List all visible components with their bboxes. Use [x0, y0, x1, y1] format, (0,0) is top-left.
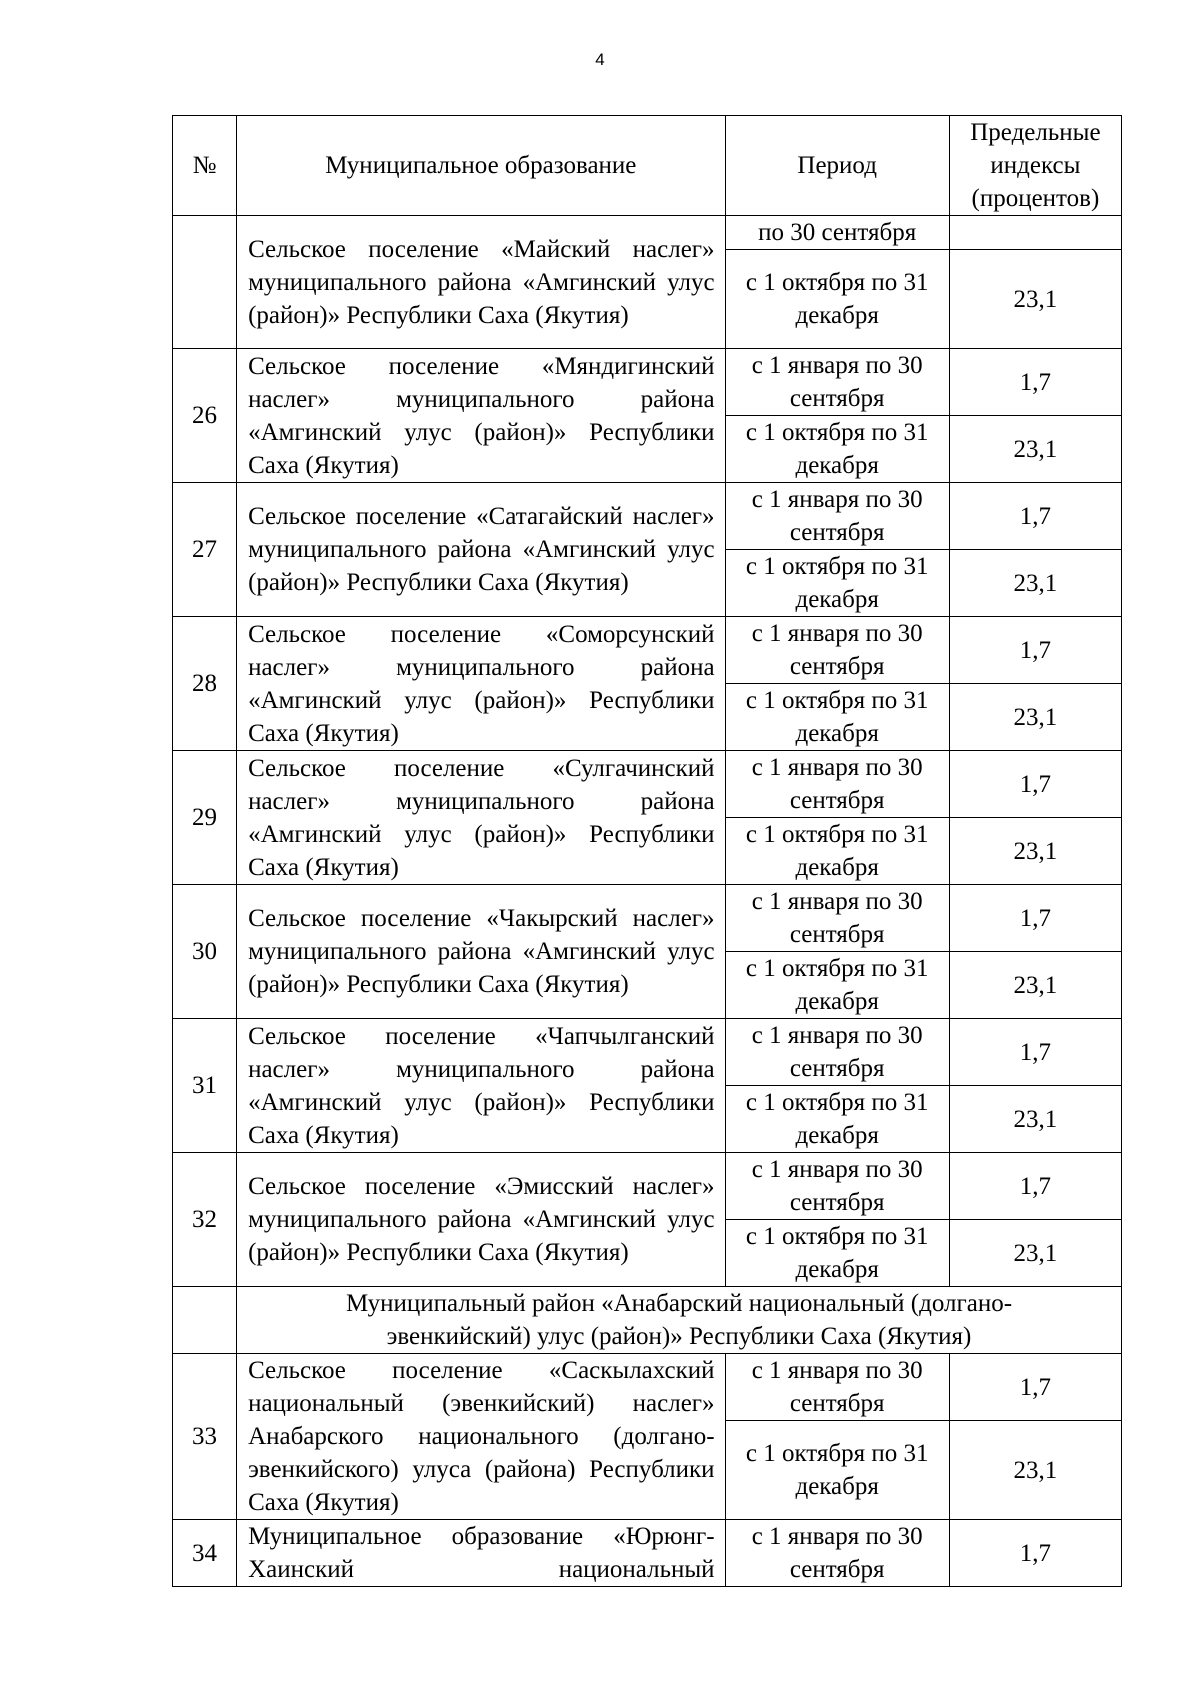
- section-num-empty: [173, 1287, 237, 1354]
- table-row: [173, 1153, 1122, 1220]
- row-index-2: 23,1: [949, 684, 1121, 751]
- page-number: 4: [595, 50, 605, 69]
- row-num: 31: [173, 1019, 237, 1153]
- row-index-2: 23,1: [949, 1086, 1121, 1153]
- row-num: 34: [173, 1520, 237, 1587]
- table-row: [173, 751, 1122, 818]
- row-index-1: 1,7: [949, 751, 1121, 818]
- row-municipality: Сельское поселение «Майский наслег» муниципального района «Амгинский улус (район)» Республики Саха (Якутия): [237, 216, 726, 349]
- table-row: [173, 885, 1122, 952]
- table-row: [173, 1019, 1122, 1086]
- section-heading-row: [173, 1287, 1122, 1354]
- row-period-2: с 1 октября по 31 декабря: [725, 250, 949, 349]
- row-index-1: 1,7: [949, 1153, 1121, 1220]
- row-index-2: 23,1: [949, 250, 1121, 349]
- header-municipality: Муниципальное образование: [237, 116, 726, 216]
- row-num: 27: [173, 483, 237, 617]
- row-index-2: 23,1: [949, 1220, 1121, 1287]
- row-num: 28: [173, 617, 237, 751]
- row-index-2: 23,1: [949, 1421, 1121, 1520]
- row-period-1: с 1 января по 30 сентября: [725, 751, 949, 818]
- row-period-2: с 1 октября по 31 декабря: [725, 684, 949, 751]
- row-index-1: 1,7: [949, 617, 1121, 684]
- row-num: 29: [173, 751, 237, 885]
- row-index-2: 23,1: [949, 550, 1121, 617]
- row-index-1: 1,7: [949, 1354, 1121, 1421]
- row-num-empty: [173, 216, 237, 349]
- row-municipality: Муниципальное образование «Юрюнг-Хаинский национальный: [237, 1520, 726, 1587]
- row-municipality: Сельское поселение «Мяндигинский наслег» муниципального района «Амгинский улус (район)» Республики Саха (Якутия): [237, 349, 726, 483]
- row-index-1: 1,7: [949, 349, 1121, 416]
- row-index-1: 1,7: [949, 885, 1121, 952]
- row-index-1: [949, 216, 1121, 250]
- row-period-1: с 1 января по 30 сентября: [725, 1153, 949, 1220]
- row-municipality: Сельское поселение «Сатагайский наслег» муниципального района «Амгинский улус (район)» Республики Саха (Якутия): [237, 483, 726, 617]
- row-period-1: с 1 января по 30 сентября: [725, 617, 949, 684]
- row-period-1: с 1 января по 30 сентября: [725, 1019, 949, 1086]
- row-municipality: Сельское поселение «Сулгачинский наслег» муниципального района «Амгинский улус (район)» Республики Саха (Якутия): [237, 751, 726, 885]
- row-period-1: с 1 января по 30 сентября: [725, 1520, 949, 1587]
- table-row: [173, 617, 1122, 684]
- row-period-1: по 30 сентября: [725, 216, 949, 250]
- section-heading: Муниципальный район «Анабарский национальный (долгано-эвенкийский) улус (район)» Республики Саха (Якутия): [237, 1287, 1122, 1354]
- row-period-2: с 1 октября по 31 декабря: [725, 952, 949, 1019]
- row-index-2: 23,1: [949, 952, 1121, 1019]
- row-index-1: 1,7: [949, 1520, 1121, 1587]
- header-num: №: [173, 116, 237, 216]
- row-num: 33: [173, 1354, 237, 1520]
- row-index-1: 1,7: [949, 483, 1121, 550]
- row-period-1: с 1 января по 30 сентября: [725, 885, 949, 952]
- row-period-1: с 1 января по 30 сентября: [725, 483, 949, 550]
- row-municipality: Сельское поселение «Чапчылганский наслег» муниципального района «Амгинский улус (район)» Республики Саха (Якутия): [237, 1019, 726, 1153]
- indices-table: [172, 115, 1122, 1587]
- row-num: 32: [173, 1153, 237, 1287]
- header-index: Предельные индексы (процентов): [949, 116, 1121, 216]
- header-period: Период: [725, 116, 949, 216]
- table-row: [173, 1354, 1122, 1421]
- row-index-2: 23,1: [949, 818, 1121, 885]
- table-row: [173, 349, 1122, 416]
- row-period-2: с 1 октября по 31 декабря: [725, 1220, 949, 1287]
- row-num: 26: [173, 349, 237, 483]
- row-period-2: с 1 октября по 31 декабря: [725, 1421, 949, 1520]
- row-municipality: Сельское поселение «Соморсунский наслег» муниципального района «Амгинский улус (район)» Республики Саха (Якутия): [237, 617, 726, 751]
- table-header-row: [173, 116, 1122, 216]
- row-municipality: Сельское поселение «Чакырский наслег» муниципального района «Амгинский улус (район)» Республики Саха (Якутия): [237, 885, 726, 1019]
- row-period-1: с 1 января по 30 сентября: [725, 349, 949, 416]
- table-row: [173, 216, 1122, 250]
- row-period-1: с 1 января по 30 сентября: [725, 1354, 949, 1421]
- row-num: 30: [173, 885, 237, 1019]
- row-period-2: с 1 октября по 31 декабря: [725, 1086, 949, 1153]
- row-index-1: 1,7: [949, 1019, 1121, 1086]
- table-row: [173, 1520, 1122, 1587]
- row-period-2: с 1 октября по 31 декабря: [725, 818, 949, 885]
- row-period-2: с 1 октября по 31 декабря: [725, 550, 949, 617]
- row-period-2: с 1 октября по 31 декабря: [725, 416, 949, 483]
- row-municipality: Сельское поселение «Саскылахский национальный (эвенкийский) наслег» Анабарского национального (долгано-эвенкийского) улуса (района) Республики Саха (Якутия): [237, 1354, 726, 1520]
- table-row: [173, 483, 1122, 550]
- row-index-2: 23,1: [949, 416, 1121, 483]
- row-municipality: Сельское поселение «Эмисский наслег» муниципального района «Амгинский улус (район)» Республики Саха (Якутия): [237, 1153, 726, 1287]
